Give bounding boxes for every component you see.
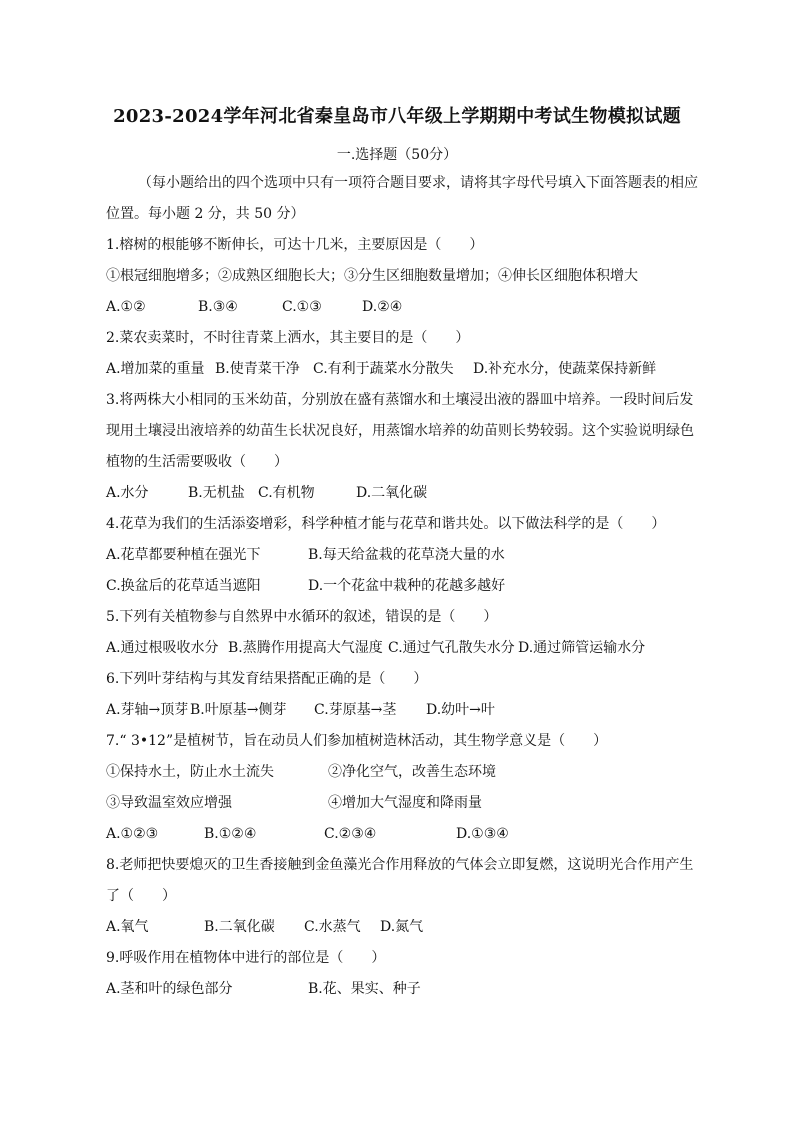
q7-option-d: D.①③④ [456, 826, 509, 842]
instructions-line-1: （每小题给出的四个选项中只有一项符合题目要求，请将其字母代号填入下面答题表的相应 [138, 175, 698, 191]
q6-stem: 6.下列叶芽结构与其发育结果搭配正确的是（ ） [106, 671, 428, 687]
q8-options [106, 917, 423, 937]
q2-option-d: D.补充水分，使蔬菜保持新鲜 [473, 361, 657, 377]
q8-option-d: D.氮气 [380, 919, 424, 935]
q3-option-d: D.二氧化碳 [356, 485, 428, 501]
q3-stem-line-2: 现用土壤浸出液培养的幼苗生长状况良好，用蒸馏水培养的幼苗则长势较弱。这个实验说明绿色 [106, 423, 694, 439]
q4-option-a: A.花草都要种植在强光下 [106, 547, 261, 563]
q8-option-b: B.二氧化碳 [204, 919, 275, 935]
q1-statement: ①根冠细胞增多；②成熟区细胞长大；③分生区细胞数量增加；④伸长区细胞体积增大 [106, 268, 638, 284]
q4-stem: 4.花草为我们的生活添姿增彩，科学种植才能与花草和谐共处。以下做法科学的是（ ） [106, 516, 666, 532]
q5-option-a: A.通过根吸收水分 [106, 640, 219, 656]
q4-option-b: B.每天给盆栽的花草浇大量的水 [308, 547, 505, 563]
q2-option-c: C.有利于蔬菜水分散失 [313, 361, 454, 377]
q7-statement-2: ②净化空气，改善生态环境 [328, 764, 496, 780]
q5-option-b: B.蒸腾作用提高大气湿度 [228, 640, 383, 656]
q2-options [106, 359, 656, 379]
q8-stem-line-2: 了（ ） [106, 888, 176, 904]
q1-stem: 1.榕树的根能够不断伸长，可达十几米，主要原因是（ ） [106, 237, 484, 253]
q8-stem-line-1: 8.老师把快要熄灭的卫生香接触到金鱼藻光合作用释放的气体会立即复燃，这说明光合作用产生 [106, 857, 694, 873]
q5-option-c: C.通过气孔散失水分 [388, 640, 515, 656]
q4-option-c: C.换盆后的花草适当遮阳 [106, 578, 261, 594]
q1-options [106, 297, 402, 317]
instructions-line-2: 位置。每小题 2 分，共 50 分） [106, 206, 305, 222]
section-heading: 一.选择题（50分） [336, 147, 458, 163]
q7-statement-3: ③导致温室效应增强 [106, 795, 232, 811]
q7-option-a: A.①②③ [106, 826, 159, 842]
q4-option-d: D.一个花盆中栽种的花越多越好 [308, 578, 506, 594]
q2-stem: 2.菜农卖菜时，不时往青菜上洒水，其主要目的是（ ） [106, 330, 470, 346]
q7-statement-1: ①保持水土，防止水土流失 [106, 764, 274, 780]
q7-statement-4: ④增加大气湿度和降雨量 [328, 795, 482, 811]
q5-stem: 5.下列有关植物参与自然界中水循环的叙述，错误的是（ ） [106, 609, 498, 625]
q5-options [106, 638, 645, 658]
q3-option-b: B.无机盐 [188, 485, 245, 501]
q1-option-d: D.②④ [362, 299, 403, 315]
q7-statements-row-1 [106, 762, 496, 782]
q6-option-d: D.幼叶→叶 [426, 702, 495, 718]
q7-statements-row-2 [106, 793, 482, 813]
q9-options [106, 979, 421, 999]
q9-option-a: A.茎和叶的绿色部分 [106, 981, 233, 997]
q6-options [106, 700, 495, 720]
q5-option-d: D.通过筛管运输水分 [518, 640, 646, 656]
q7-stem: 7.“ 3•12”是植树节，旨在动员人们参加植树造林活动，其生物学意义是（ ） [106, 733, 608, 749]
q7-option-c: C.②③④ [324, 826, 377, 842]
q1-option-c: C.①③ [282, 299, 322, 315]
q8-option-c: C.水蒸气 [304, 919, 361, 935]
q9-option-b: B.花、果实、种子 [308, 981, 421, 997]
q3-option-c: C.有机物 [258, 485, 315, 501]
q6-option-c: C.芽原基→茎 [314, 702, 397, 718]
q7-options [106, 824, 509, 844]
q1-option-b: B.③④ [198, 299, 238, 315]
q7-option-b: B.①②④ [204, 826, 257, 842]
q3-stem-line-1: 3.将两株大小相同的玉米幼苗，分别放在盛有蒸馏水和土壤浸出液的器皿中培养。一段时间后发 [106, 392, 694, 408]
q3-options [106, 483, 427, 503]
q6-option-b: B.叶原基→侧芽 [190, 702, 287, 718]
q6-option-a: A.芽轴→顶芽 [106, 702, 189, 718]
q2-option-a: A.增加菜的重量 [106, 361, 205, 377]
q3-stem-line-3: 植物的生活需要吸收（ ） [106, 454, 288, 470]
q4-options-row-2 [106, 576, 505, 596]
q3-option-a: A.水分 [106, 485, 149, 501]
q8-option-a: A.氧气 [106, 919, 149, 935]
q4-options-row-1 [106, 545, 505, 565]
exam-title: 2023-2024学年河北省秦皇岛市八年级上学期期中考试生物模拟试题 [113, 106, 681, 127]
q1-option-a: A.①② [106, 299, 146, 315]
q2-option-b: B.使青菜干净 [215, 361, 300, 377]
q9-stem: 9.呼吸作用在植物体中进行的部位是（ ） [106, 950, 386, 966]
